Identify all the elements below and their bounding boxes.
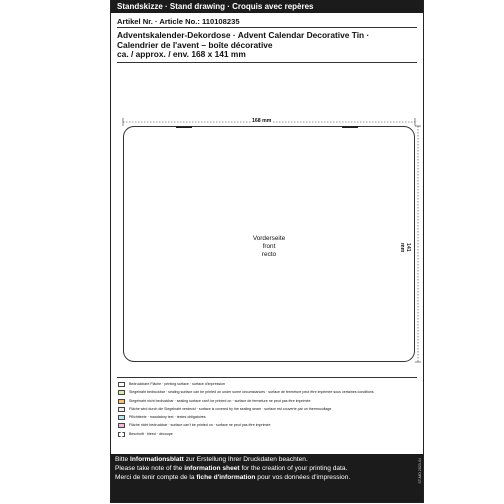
height-dimension-label: 141 mm — [399, 243, 411, 253]
legend-swatch — [118, 390, 125, 395]
legend — [118, 381, 418, 439]
seam-mark — [176, 126, 192, 128]
footer-line-de: Bitte Informationsblatt zur Erstellung Ihrer Druckdaten beachten. — [115, 456, 308, 463]
legend-label: Beschnitt · bleed · découpe — [129, 431, 173, 436]
stand-drawing-sheet — [110, 0, 424, 503]
legend-item — [118, 406, 418, 414]
legend-label: Siegelnaht bedruckbar · sealing surface can be printed on under some circumstances · surface de fermeture peut être imprimée sous certaines conditions — [129, 390, 374, 395]
legend-item — [118, 431, 418, 439]
tin-front-outline — [123, 126, 415, 362]
legend-swatch — [118, 399, 125, 404]
front-label-en: front — [262, 242, 276, 250]
legend-swatch — [118, 423, 125, 428]
legend-label: Fläche nicht bedruckbar · surface can't be printed on · surface ne peut pas être imprimée — [129, 423, 271, 428]
front-side-label — [124, 235, 414, 258]
front-label-de: Vorderseite — [252, 235, 286, 242]
footer-line-fr: Merci de tenir compte de la fiche d'information pour vos données d'impression. — [115, 474, 351, 482]
product-name-fr-line: Calendrier de l'avent – boîte décorative — [117, 39, 273, 50]
product-size-line: ca. / approx. / env. 168 x 141 mm — [117, 49, 246, 60]
width-dimension-label: 168 mm — [252, 118, 272, 124]
document-code: ST-MO 2023-04 — [418, 458, 422, 484]
legend-swatch — [118, 382, 125, 387]
legend-item — [118, 398, 418, 406]
article-number: Artikel Nr. · Article No.: 110108235 — [117, 17, 240, 26]
seam-mark — [342, 126, 358, 128]
legend-item — [118, 422, 418, 430]
legend-item — [118, 414, 418, 422]
page-title: Standskizze · Stand drawing · Croquis avec repères — [111, 0, 423, 13]
front-label-fr: recto — [261, 250, 277, 258]
legend-item — [118, 381, 418, 389]
legend-label: Bedruckbare Fläche · printing surface · surface d'impression — [129, 382, 225, 386]
info-footer — [111, 454, 423, 502]
divider — [117, 377, 417, 378]
legend-item — [118, 389, 418, 397]
legend-label: Siegelnaht nicht bedruckbar · sealing surface can't be printed on · surface de fermeture ne peut pas être imprimée — [129, 398, 311, 403]
legend-label: Fläche wird durch die Siegelnaht verdeckt · surface is covered by the sealing seam · surface est couverte par un thermocollage — [129, 406, 332, 411]
legend-swatch — [118, 407, 125, 412]
footer-line-en: Please take note of the information sheet for the creation of your printing data. — [115, 465, 348, 473]
product-name-line: Adventskalender-Dekordose · Advent Calendar Decorative Tin · — [117, 30, 370, 40]
legend-swatch — [118, 415, 125, 420]
legend-label: Pflichttexte · mandatory text · textes obligatoires — [129, 415, 206, 420]
legend-swatch — [118, 432, 125, 437]
